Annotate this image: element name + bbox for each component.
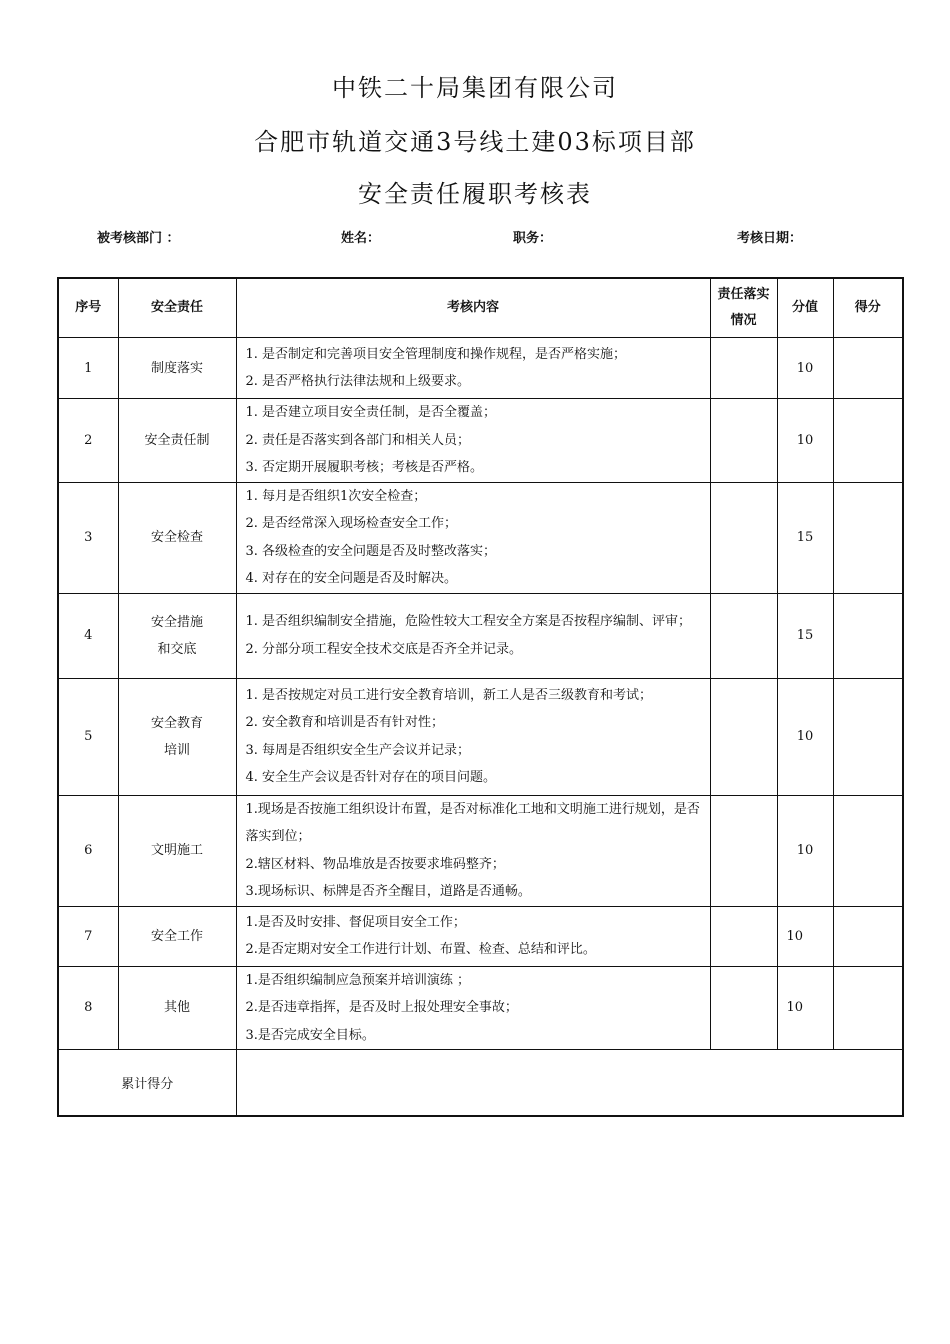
column-header-no: 序号 [58, 278, 118, 338]
implementation-cell[interactable] [710, 482, 777, 593]
content-item: 1. 是否制定和完善项目安全管理制度和操作规程，是否严格实施； [245, 346, 627, 362]
points-cell[interactable] [833, 678, 903, 795]
content-item: 2. 是否严格执行法律法规和上级要求。 [245, 374, 471, 389]
assessment-content [236, 399, 710, 483]
content-item: 1. 是否建立项目安全责任制，是否全覆盖； [245, 405, 497, 420]
implementation-cell[interactable] [710, 795, 777, 906]
responsibility-cell [118, 338, 236, 399]
content-item: 1. 是否按规定对员工进行安全教育培训，新工人是否三级教育和考试； [245, 687, 653, 703]
content-item: 2.辖区材料、物品堆放是否按要求堆码整齐； [245, 856, 505, 872]
total-value-cell[interactable] [236, 1050, 903, 1116]
score-value: 10 [777, 795, 833, 906]
responsibility-cell [118, 966, 236, 1050]
content-item: 3. 各级检查的安全问题是否及时整改落实； [245, 543, 497, 559]
table-row [58, 399, 903, 483]
responsibility-name: 文明施工 [150, 843, 203, 858]
content-item: 4. 对存在的安全问题是否及时解决。 [245, 571, 458, 586]
table-row [58, 593, 903, 678]
row-number: 8 [58, 966, 118, 1050]
content-item: 2.是否违章指挥，是否及时上报处理安全事故； [245, 1000, 518, 1015]
content-item: 1.现场是否按施工组织设计布置，是否对标准化工地和文明施工进行规划，是否落实到位； [245, 801, 700, 844]
row-number: 7 [58, 906, 118, 966]
responsibility-cell [118, 482, 236, 593]
responsibility-name: 制度落实 [150, 360, 203, 376]
implementation-cell[interactable] [710, 338, 777, 399]
column-header-implementation: 责任落实情况 [710, 278, 777, 338]
responsibility-cell [118, 795, 236, 906]
table-row [58, 338, 903, 399]
responsibility-cell [118, 399, 236, 483]
table-header-row [58, 278, 903, 338]
points-cell[interactable] [833, 593, 903, 678]
content-item: 3.现场标识、标牌是否齐全醒目，道路是否通畅。 [245, 884, 531, 899]
content-item: 1. 是否组织编制安全措施，危险性较大工程安全方案是否按程序编制、评审； [245, 614, 692, 629]
content-item: 4. 安全生产会议是否针对存在的项目问题。 [245, 770, 497, 785]
responsibility-name: 安全检查 [150, 530, 203, 545]
score-value: 10 [777, 338, 833, 399]
table-row [58, 482, 903, 593]
name-label: 姓名： [341, 231, 381, 246]
implementation-cell[interactable] [710, 678, 777, 795]
content-item: 3.是否完成安全目标。 [245, 1027, 375, 1043]
responsibility-cell [118, 593, 236, 678]
assessment-content [236, 593, 710, 678]
points-cell[interactable] [833, 399, 903, 483]
content-item: 2. 是否经常深入现场检查安全工作； [245, 516, 458, 531]
responsibility-cell [118, 678, 236, 795]
row-number: 4 [58, 593, 118, 678]
row-number: 5 [58, 678, 118, 795]
score-value: 15 [777, 593, 833, 678]
implementation-cell[interactable] [710, 906, 777, 966]
dept-label: 被考核部门 ： [97, 231, 180, 246]
row-number: 6 [58, 795, 118, 906]
table-row [58, 678, 903, 795]
row-number: 2 [58, 399, 118, 483]
date-label: 考核日期： [737, 231, 803, 246]
assessment-table [57, 277, 904, 1117]
content-item: 3. 否定期开展履职考核；考核是否严格。 [245, 460, 484, 475]
score-value: 10 [777, 678, 833, 795]
assessment-content [236, 966, 710, 1050]
content-item: 2. 安全教育和培训是否有针对性； [245, 715, 445, 730]
form-title: 安全责任履职考核表 [358, 180, 592, 208]
column-header-score: 分值 [777, 278, 833, 338]
row-number: 1 [58, 338, 118, 399]
implementation-cell[interactable] [710, 399, 777, 483]
content-item: 2. 责任是否落实到各部门和相关人员； [245, 432, 471, 448]
responsibility-name: 安全工作 [150, 928, 203, 944]
content-item: 1.是否组织编制应急预案并培训演练 ； [245, 972, 471, 988]
column-header-content: 考核内容 [236, 278, 710, 338]
points-cell[interactable] [833, 966, 903, 1050]
points-cell[interactable] [833, 338, 903, 399]
assessment-content [236, 906, 710, 966]
content-item: 3. 每周是否组织安全生产会议并记录； [245, 742, 471, 758]
table-row [58, 906, 903, 966]
content-item: 2.是否定期对安全工作进行计划、布置、检查、总结和评比。 [245, 942, 596, 957]
points-cell[interactable] [833, 795, 903, 906]
assessment-content [236, 678, 710, 795]
points-cell[interactable] [833, 482, 903, 593]
table-row [58, 966, 903, 1050]
assessment-content [236, 482, 710, 593]
row-number: 3 [58, 482, 118, 593]
table-row [58, 795, 903, 906]
responsibility-name: 安全教育培训 [150, 715, 203, 758]
implementation-cell[interactable] [710, 966, 777, 1050]
content-item: 2. 分部分项工程安全技术交底是否齐全并记录。 [245, 641, 523, 657]
implementation-cell[interactable] [710, 593, 777, 678]
column-header-points: 得分 [833, 278, 903, 338]
assessment-content [236, 338, 710, 399]
total-row [58, 1050, 903, 1116]
responsibility-name: 安全责任制 [144, 432, 210, 448]
content-item: 1. 每月是否组织1次安全检查； [245, 488, 427, 504]
assessment-content [236, 795, 710, 906]
score-value: 10 [777, 966, 833, 1050]
content-item: 1.是否及时安排、督促项目安全工作； [245, 914, 466, 930]
column-header-responsibility: 安全责任 [118, 278, 236, 338]
position-label: 职务： [513, 231, 553, 246]
points-cell[interactable] [833, 906, 903, 966]
project-title: 合肥市轨道交通3号线土建03标项目部 [254, 128, 696, 156]
score-value: 10 [777, 906, 833, 966]
total-label: 累计得分 [58, 1050, 236, 1116]
company-title: 中铁二十局集团有限公司 [332, 74, 618, 102]
responsibility-name: 安全措施和交底 [150, 614, 203, 657]
score-value: 15 [777, 482, 833, 593]
responsibility-cell [118, 906, 236, 966]
responsibility-name: 其他 [163, 1000, 190, 1016]
score-value: 10 [777, 399, 833, 483]
